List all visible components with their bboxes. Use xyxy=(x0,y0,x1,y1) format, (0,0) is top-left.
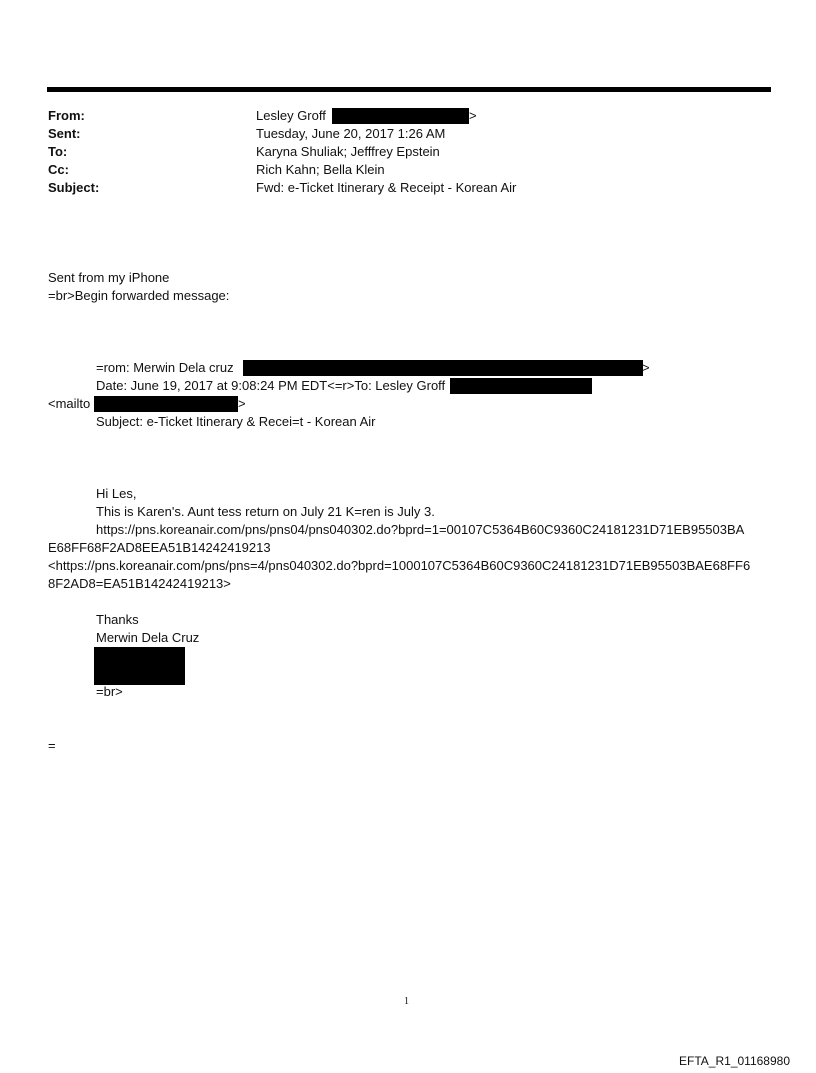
document-id: EFTA_R1_01168980 xyxy=(679,1054,790,1068)
begin-forward-line: =br>Begin forwarded message: xyxy=(48,288,230,303)
cc-value: Rich Kahn; Bella Klein xyxy=(256,162,385,177)
page-number: 1 xyxy=(404,996,409,1007)
greeting-line: Hi Les, xyxy=(96,486,137,501)
signature-line: Merwin Dela Cruz xyxy=(96,630,200,645)
url-line: E68FF68F2AD8EEA51B14242419213 xyxy=(48,540,271,555)
subject-value: Fwd: e-Ticket Itinerary & Receipt - Korean Air xyxy=(256,180,517,195)
mailto-trail: > xyxy=(238,396,246,411)
equals-line: = xyxy=(48,738,56,753)
redaction-box xyxy=(94,647,185,685)
redaction-box xyxy=(450,378,592,394)
redaction-box xyxy=(94,396,238,412)
fwd-from-line: =rom: Merwin Dela cruz xyxy=(96,360,234,375)
redaction-box xyxy=(243,360,643,376)
fwd-subject-line: Subject: e-Ticket Itinerary & Recei=t - Korean Air xyxy=(96,414,376,429)
cc-label: Cc: xyxy=(48,162,69,177)
from-trail: > xyxy=(469,108,477,123)
url-line: 8F2AD8=EA51B14242419213> xyxy=(48,576,231,591)
from-name: Lesley Groff xyxy=(256,108,326,123)
url-line: <https://pns.koreanair.com/pns/pns=4/pns040302.do?bprd=1000107C5364B60C9360C24181231D71EB95503BAE68FF6 xyxy=(48,558,751,573)
sent-value: Tuesday, June 20, 2017 1:26 AM xyxy=(256,126,446,141)
sent-from-line: Sent from my iPhone xyxy=(48,270,170,285)
redaction-box xyxy=(332,108,469,124)
sent-label: Sent: xyxy=(48,126,81,141)
url-line: https://pns.koreanair.com/pns/pns04/pns040302.do?bprd=1=00107C5364B60C9360C24181231D71EB95503BA xyxy=(96,522,745,537)
to-label: To: xyxy=(48,144,68,159)
from-label: From: xyxy=(48,108,85,123)
thanks-line: Thanks xyxy=(96,612,139,627)
header-rule xyxy=(47,87,771,92)
subject-label: Subject: xyxy=(48,180,100,195)
fwd-date-line: Date: June 19, 2017 at 9:08:24 PM EDT<=r>To: Lesley Groff xyxy=(96,378,446,393)
from-value xyxy=(256,107,326,125)
mailto-line: <mailto xyxy=(48,396,91,411)
message-line: This is Karen's. Aunt tess return on July 21 K=ren is July 3. xyxy=(96,504,435,519)
br-end-line: =br> xyxy=(96,684,123,699)
fwd-from-trail: > xyxy=(642,360,650,375)
to-value: Karyna Shuliak; Jefffrey Epstein xyxy=(256,144,440,159)
